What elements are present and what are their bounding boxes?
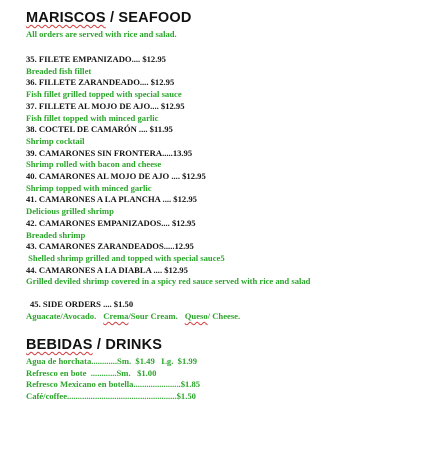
drink-item-horchata: Agua de horchata............Sm. $1.49 Lg. $1.99 [26, 356, 198, 367]
menu-item-description: Shelled shrimp grilled and topped with special sauce5 [26, 252, 225, 263]
side-option-sour-cream: Crema/Sour Cream. [103, 311, 178, 322]
menu-item-name: 39. CAMARONES SIN FRONTERA.....13.95 [26, 147, 193, 158]
drink-item-coffee: Café/coffee...................................................$1.50 [26, 390, 196, 401]
menu-item-description: Fish fillet topped with minced garlic [26, 112, 159, 123]
menu-item-description: Breaded fish fillet [26, 65, 92, 76]
drinks-heading [26, 337, 425, 353]
menu-item-name: 36. FILLETE ZARANDEADO.... $12.95 [26, 77, 175, 88]
side-orders-name: 45. SIDE ORDERS .... $1.50 [30, 299, 134, 310]
side-orders [26, 298, 425, 322]
seafood-heading [26, 10, 425, 26]
menu-item-40 [26, 171, 425, 194]
seafood-heading-spanish: MARISCOS [26, 10, 106, 26]
menu-item-description: Delicious grilled shrimp [26, 206, 114, 217]
menu-item-name: 43. CAMARONES ZARANDEADOS.....12.95 [26, 241, 194, 252]
menu-item-description: Breaded shrimp [26, 229, 86, 240]
menu-item-description: Fish fillet grilled topped with special sauce [26, 89, 182, 100]
menu-item-43 [26, 241, 425, 264]
drink-item-soda-can: Refresco en bote ............Sm. $1.00 [26, 367, 157, 378]
menu-item-39 [26, 148, 425, 171]
menu-item-description: Shrimp cocktail [26, 135, 85, 146]
drinks-heading-english: / DRINKS [92, 337, 163, 354]
menu-item-36 [26, 77, 425, 100]
menu-item-description: Shrimp rolled with bacon and cheese [26, 159, 162, 170]
seafood-list [26, 54, 425, 288]
seafood-note: All orders are served with rice and salad. [26, 29, 177, 39]
menu-item-description: Shrimp topped with minced garlic [26, 182, 152, 193]
menu-item-name: 42. CAMARONES EMPANIZADOS.... $12.95 [26, 217, 196, 228]
menu-item-name: 37. FILLETE AL MOJO DE AJO.... $12.95 [26, 100, 185, 111]
menu-item-name: 35. FILETE EMPANIZADO.... $12.95 [26, 54, 166, 64]
side-option-avocado: Aguacate/Avocado. [26, 311, 97, 322]
menu-item-41 [26, 194, 425, 217]
side-option-cheese: Queso/ Cheese. [184, 311, 241, 322]
menu-item-name: 44. CAMARONES A LA DIABLA .... $12.95 [26, 264, 188, 275]
drink-item-mexican-soda: Refresco Mexicano en botella......................$1.85 [26, 379, 201, 390]
menu-item-name: 41. CAMARONES A LA PLANCHA .... $12.95 [26, 194, 197, 205]
menu-item-35 [26, 54, 425, 77]
menu-item-37 [26, 101, 425, 124]
menu-item-name: 40. CAMARONES AL MOJO DE AJO .... $12.95 [26, 171, 206, 182]
drinks-heading-spanish: BEBIDAS [26, 337, 93, 354]
menu-item-38 [26, 124, 425, 147]
menu-item-description: Grilled deviled shrimp covered in a spicy red sauce served with rice and salad [26, 276, 311, 287]
drinks-list [26, 356, 425, 402]
menu-item-name: 38. COCTEL DE CAMARÓN .... $11.95 [26, 124, 173, 135]
menu-item-44 [26, 265, 425, 288]
menu-item-42 [26, 218, 425, 241]
side-orders-options [26, 310, 425, 322]
seafood-heading-english: / SEAFOOD [105, 10, 192, 26]
